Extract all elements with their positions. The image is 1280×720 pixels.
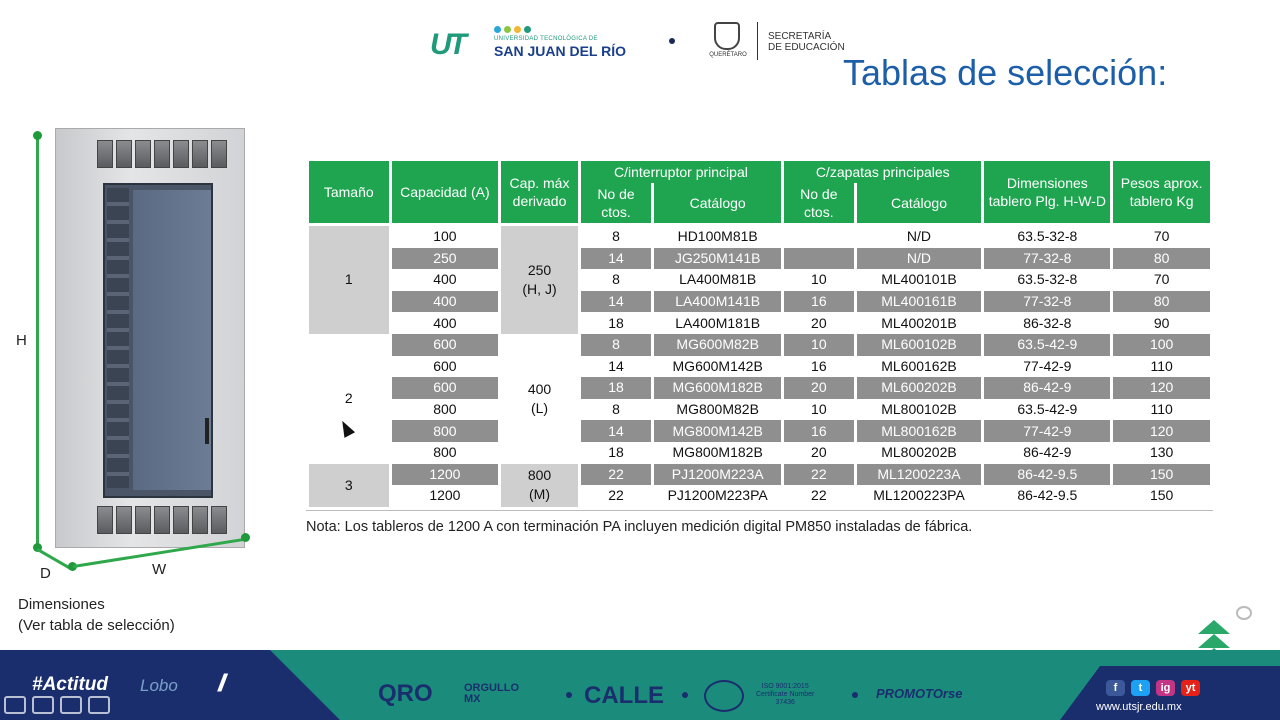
ctos-cell: 22 — [811, 487, 827, 504]
ctos-cell: 10 — [784, 334, 853, 356]
secretaria-line1: SECRETARÍA — [768, 31, 832, 42]
hashtag-actitud: #Actitud — [32, 674, 108, 695]
header-c-zapatas: C/zapatas principales — [784, 161, 981, 183]
calle-logo: CALLE — [584, 682, 664, 709]
dimension-cell: 86-42-9.5 — [984, 464, 1110, 486]
utsjr-logo — [430, 26, 640, 60]
catalogo-cell: JG250M141B — [654, 248, 781, 270]
next-arrow-icon[interactable] — [88, 696, 110, 714]
youtube-icon[interactable]: yt — [1181, 680, 1200, 696]
peso-cell: 70 — [1153, 271, 1170, 288]
catalogo-cell: PJ1200M223A — [654, 464, 781, 486]
caption-line2: (Ver tabla de selección) — [18, 617, 175, 634]
dimension-cell: 86-32-8 — [1023, 314, 1072, 331]
capacidad-cell: 1200 — [429, 487, 461, 504]
label-h: H — [16, 332, 27, 349]
table-bottom-rule — [306, 510, 1213, 511]
iso-seal-icon — [704, 680, 744, 712]
tamano-cell: 2 — [309, 334, 389, 464]
ctos-cell: 8 — [612, 271, 620, 288]
header-capacidad: Capacidad (A) — [392, 161, 499, 223]
header-catalogo-2: Catálogo — [857, 183, 982, 223]
ctos-cell: 22 — [608, 487, 624, 504]
catalogo-cell: ML1200223PA — [873, 487, 965, 504]
dimension-cell: 77-32-8 — [984, 291, 1110, 313]
capacidad-cell: 800 — [433, 401, 457, 418]
ctos-cell: 20 — [811, 314, 827, 331]
header-no-ctos-1: No de ctos. — [581, 183, 651, 223]
table-row — [309, 377, 1210, 399]
ctos-cell — [784, 226, 853, 248]
top-vent — [97, 140, 227, 168]
door-handle — [205, 418, 209, 444]
capacidad-cell: 600 — [392, 377, 499, 399]
catalogo-cell: ML400161B — [857, 291, 982, 313]
peso-cell: 90 — [1153, 314, 1170, 331]
capacidad-cell: 800 — [392, 420, 499, 442]
orgullo-mx-logo: ORGULLO MX — [464, 682, 519, 705]
catalogo-cell: ML400201B — [881, 314, 957, 331]
table-row — [309, 420, 1210, 442]
secretaria-line2: DE EDUCACIÓN — [768, 42, 845, 53]
table-row — [309, 399, 1210, 421]
capacidad-cell: 400 — [433, 314, 457, 331]
dimension-cell: 77-42-9 — [1023, 357, 1072, 374]
seal-text: QUERÉTARO — [709, 52, 747, 58]
ctos-cell: 10 — [811, 271, 827, 288]
peso-cell: 150 — [1149, 487, 1174, 504]
ut-mark: UT — [430, 28, 464, 61]
dimension-cell: 77-32-8 — [984, 248, 1110, 270]
catalogo-cell: ML800202B — [881, 444, 957, 461]
height-dimension-line — [36, 136, 39, 548]
ctos-cell: 16 — [784, 420, 853, 442]
header-no-ctos-2: No de ctos. — [784, 183, 853, 223]
catalogo-cell: N/D — [857, 248, 982, 270]
table-row — [309, 312, 1210, 334]
capacidad-cell: 250 — [392, 248, 499, 270]
dimension-point — [33, 131, 42, 140]
ctos-cell: 20 — [784, 377, 853, 399]
peso-cell: 100 — [1113, 334, 1210, 356]
ctos-cell: 14 — [581, 248, 651, 270]
dimension-cell: 86-42-9.5 — [1017, 487, 1078, 504]
table-row — [309, 356, 1210, 378]
peso-cell: 150 — [1113, 464, 1210, 486]
ut-name: SAN JUAN DEL RÍO — [494, 43, 626, 59]
website-link[interactable]: www.utsjr.edu.mx — [1096, 701, 1182, 713]
dimension-cell: 86-42-9 — [984, 377, 1110, 399]
claw-marks-icon: /// — [218, 670, 221, 697]
ctos-cell: 14 — [581, 291, 651, 313]
catalogo-cell: ML600202B — [857, 377, 982, 399]
catalogo-cell: MG600M182B — [654, 377, 781, 399]
panelboard-illustration — [55, 128, 245, 548]
table-row — [309, 248, 1210, 270]
bottom-vent — [97, 506, 227, 534]
cap-max-cell: 250 (H, J) — [501, 226, 578, 334]
capacidad-cell: 400 — [392, 291, 499, 313]
table-row — [309, 464, 1210, 486]
table-row — [309, 269, 1210, 291]
ctos-cell: 8 — [612, 401, 620, 418]
header-c-interruptor: C/interruptor principal — [581, 161, 781, 183]
dimension-cell: 63.5-32-8 — [1017, 271, 1078, 288]
tamano-cell: 3 — [309, 464, 389, 507]
instagram-icon[interactable]: ig — [1156, 680, 1175, 696]
ctos-cell: 14 — [608, 357, 624, 374]
menu-icon[interactable] — [60, 696, 82, 714]
ctos-cell: 8 — [581, 334, 651, 356]
label-w: W — [152, 561, 167, 578]
eye-icon[interactable] — [1236, 606, 1252, 620]
capacidad-cell: 100 — [433, 228, 457, 245]
social-icons — [1106, 680, 1200, 696]
dimension-cell: 86-42-9 — [1023, 444, 1072, 461]
separator-dot — [669, 38, 675, 44]
ctos-cell: 10 — [811, 401, 827, 418]
catalogo-cell: ML600162B — [881, 357, 957, 374]
ctos-cell: 16 — [811, 357, 827, 374]
ctos-cell: 14 — [581, 420, 651, 442]
capacidad-cell: 800 — [433, 444, 457, 461]
header-tamano: Tamaño — [309, 161, 389, 223]
label-d: D — [40, 565, 51, 582]
capacidad-cell: 1200 — [392, 464, 499, 486]
catalogo-cell: HD100M81B — [677, 228, 758, 245]
table-row — [309, 334, 1210, 356]
promotorse-logo: PROMOTOrse — [876, 686, 963, 701]
table-row — [309, 485, 1210, 507]
catalogo-cell: MG800M82B — [676, 401, 759, 418]
ctos-cell: 18 — [608, 314, 624, 331]
capacidad-cell: 600 — [433, 357, 457, 374]
table-note: Nota: Los tableros de 1200 A con terminación PA incluyen medición digital PM850 instaladas de fábrica. — [306, 519, 973, 535]
ctos-cell: 20 — [811, 444, 827, 461]
catalogo-cell: ML600102B — [857, 334, 982, 356]
dimension-cell: 63.5-32-8 — [1017, 228, 1078, 245]
dimension-cell: 63.5-42-9 — [1017, 401, 1078, 418]
capacidad-cell: 400 — [433, 271, 457, 288]
hashtag-lobo: Lobo — [140, 676, 178, 695]
catalogo-cell: ML1200223A — [857, 464, 982, 486]
twitter-icon[interactable]: t — [1131, 680, 1150, 696]
catalogo-cell: ML800162B — [857, 420, 982, 442]
ctos-cell: 22 — [784, 464, 853, 486]
catalogo-cell: LA400M81B — [679, 271, 757, 288]
dimension-cell: 77-42-9 — [984, 420, 1110, 442]
prev-arrow-icon[interactable] — [4, 696, 26, 714]
iso-certificate: ISO 9001:2015 Certificate Number 37436 — [756, 683, 815, 706]
catalogo-cell: MG600M82B — [654, 334, 781, 356]
header-cap-max: Cap. máx derivado — [501, 161, 578, 223]
dimension-cell: 63.5-42-9 — [984, 334, 1110, 356]
ctos-cell: 22 — [581, 464, 651, 486]
header-catalogo-1: Catálogo — [654, 183, 781, 223]
ut-dots — [494, 26, 531, 33]
queretaro-seal-icon — [706, 22, 746, 62]
peso-cell: 80 — [1113, 248, 1210, 270]
peso-cell: 110 — [1150, 357, 1173, 374]
cap-max-cell: 400 (L) — [501, 334, 578, 464]
header-divider — [757, 22, 758, 60]
catalogo-cell: LA400M141B — [654, 291, 781, 313]
footer-dot — [682, 692, 688, 698]
ctos-cell: 16 — [784, 291, 853, 313]
selection-table — [306, 161, 1213, 507]
cap-max-cell: 800 (M) — [501, 464, 578, 507]
peso-cell: 120 — [1113, 420, 1210, 442]
header-pesos: Pesos aprox. tablero Kg — [1113, 161, 1210, 223]
table-row — [309, 442, 1210, 464]
ctos-cell: 8 — [612, 228, 620, 245]
tamano-cell: 1 — [309, 226, 389, 334]
ctos-cell: 18 — [581, 377, 651, 399]
ctos-cell: 18 — [608, 444, 624, 461]
dimension-point — [241, 533, 250, 542]
catalogo-cell: LA400M181B — [675, 314, 761, 331]
table-row — [309, 226, 1210, 248]
catalogo-cell: ML800102B — [881, 401, 957, 418]
footer-dot — [566, 692, 572, 698]
pen-icon[interactable] — [32, 696, 54, 714]
peso-cell: 120 — [1113, 377, 1210, 399]
capacidad-cell: 600 — [392, 334, 499, 356]
ctos-cell — [784, 248, 853, 270]
footer-banner — [0, 650, 1280, 720]
footer-dot — [852, 692, 858, 698]
peso-cell: 70 — [1153, 228, 1170, 245]
presentation-toolbar — [4, 696, 110, 714]
slide-title: Tablas de selección: — [843, 52, 1168, 93]
header-dimensiones: Dimensiones tablero Plg. H-W-D — [984, 161, 1110, 223]
table-row — [309, 291, 1210, 313]
ut-subtitle: UNIVERSIDAD TECNOLÓGICA DE — [494, 36, 598, 42]
figure-caption — [18, 594, 175, 636]
catalogo-cell: PJ1200M223PA — [667, 487, 768, 504]
peso-cell: 80 — [1113, 291, 1210, 313]
peso-cell: 130 — [1149, 444, 1174, 461]
catalogo-cell: MG800M182B — [672, 444, 763, 461]
catalogo-cell: N/D — [906, 228, 932, 245]
peso-cell: 110 — [1150, 401, 1173, 418]
catalogo-cell: MG600M142B — [672, 357, 763, 374]
catalogo-cell: ML400101B — [881, 271, 957, 288]
qro-logo: QRO — [378, 680, 433, 707]
facebook-icon[interactable]: f — [1106, 680, 1125, 696]
caption-line1: Dimensiones — [18, 596, 105, 613]
secretaria-label — [768, 31, 845, 53]
catalogo-cell: MG800M142B — [654, 420, 781, 442]
